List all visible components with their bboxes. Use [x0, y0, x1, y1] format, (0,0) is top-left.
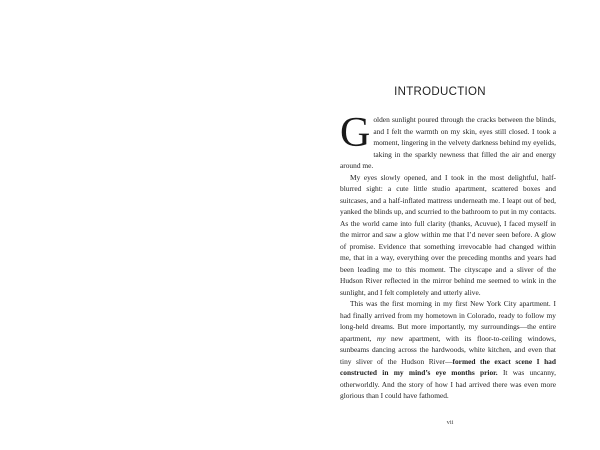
paragraph-1 [340, 110, 556, 172]
drop-cap: G [340, 110, 371, 156]
paragraph-3-part-1: This was the first morning in my first New York City apartment. I had finally arrived from my hometown in Colorado, ready to follow my long-held dreams. But more importantly, my surroundings—the entire apartment, [340, 299, 556, 343]
paragraph-3-italic: my [376, 333, 386, 343]
paragraph-1-text: olden sunlight poured through the cracks between the blinds, and I felt the warmth on my skin, eyes still closed. I took a moment, lingering in the velvety darkness behind my eyelids, taking in the sparkly newness that filled the air and energy around me. [340, 115, 556, 170]
body-text [340, 110, 556, 402]
paragraph-3-bold: formed the exact scene I had constructed in my mind’s eye months prior. [340, 356, 556, 377]
chapter-title: INTRODUCTION [394, 86, 486, 98]
page-number: vii [446, 419, 454, 426]
paragraph-3-part-2: new apartment, with its floor-to-ceiling windows, sunbeams dancing across the hardwoods, white kitchen, and even that tiny sliver of the Hudson River— [340, 333, 556, 366]
paragraph-3-part-3: It was uncanny, otherworldly. And the story of how I had arrived there was even more glorious than I could have fathomed. [340, 368, 556, 400]
paragraph-2: My eyes slowly opened, and I took in the most delightful, half-blurred sight: a cute little studio apartment, scattered boxes and suitcases, and a half-inflated mattress underneath me. I leapt out of bed, yanked the blinds up, and scurried to the bathroom to put in my contacts. As the world came into full clarity (thanks, Acuvue), I faced myself in the mirror and saw a glow within me that I’d never seen before. A glow of promise. Evidence that something irrevocable had changed within me, that in a way, everything over the preceding months and years had been leading me to this moment. The cityscape and a sliver of the Hudson River reflected in the mirror behind me seemed to wink in the sunlight, and I felt completely and utterly alive. [340, 172, 556, 297]
paragraph-3 [340, 298, 556, 402]
